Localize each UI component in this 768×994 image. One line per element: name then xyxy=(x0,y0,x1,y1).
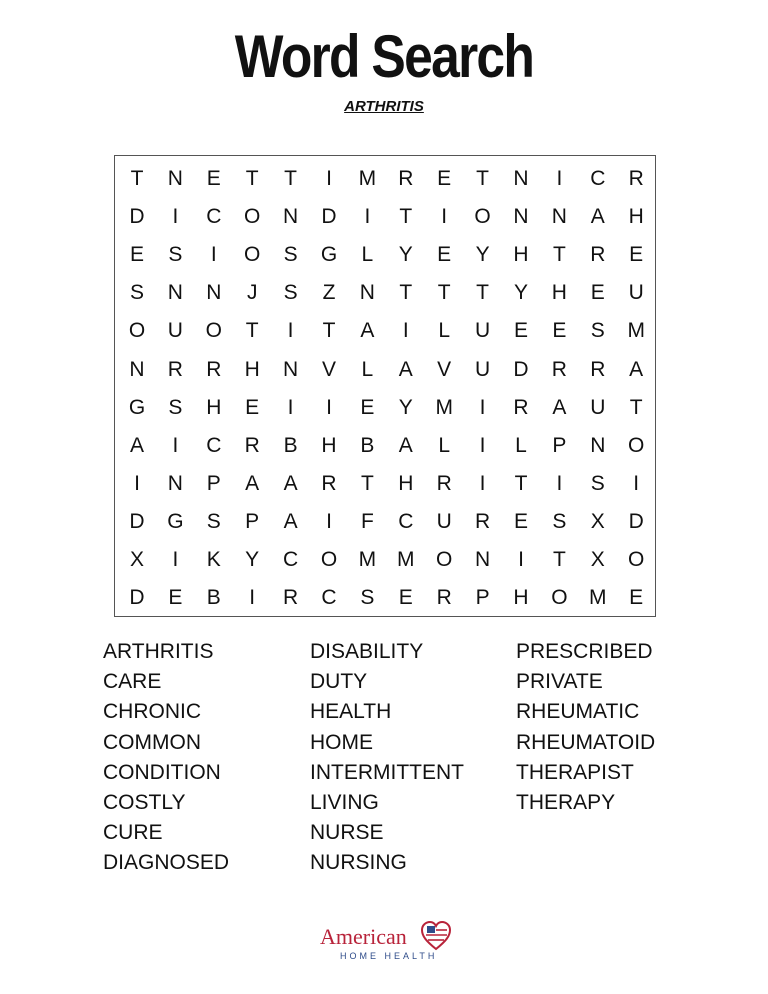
grid-row xyxy=(115,236,655,274)
word-list-item: DISABILITY xyxy=(310,640,424,663)
grid-letter: C xyxy=(206,433,222,457)
grid-letter: T xyxy=(476,167,489,190)
grid-letter: J xyxy=(246,281,258,305)
grid-letter: E xyxy=(245,395,260,419)
grid-letter: I xyxy=(172,433,179,457)
flag-heart-icon xyxy=(420,920,452,952)
grid-letter: E xyxy=(513,509,528,533)
grid-letter: S xyxy=(168,395,183,419)
grid-letter: T xyxy=(360,471,374,495)
grid-letter: S xyxy=(168,243,183,267)
grid-letter: H xyxy=(513,243,529,267)
grid-letter: N xyxy=(129,357,145,381)
grid-letter: R xyxy=(167,357,183,381)
word-list-item: CONDITION xyxy=(103,760,221,784)
grid-letter: R xyxy=(283,586,299,610)
grid-letter: V xyxy=(437,357,452,381)
word-list-item: CARE xyxy=(103,670,162,694)
grid-letter: I xyxy=(441,205,448,229)
word-list-item: HOME xyxy=(310,730,373,754)
grid-letter: X xyxy=(129,548,144,571)
word-list-item: RHEUMATIC xyxy=(516,700,640,724)
letter-grid xyxy=(114,155,656,617)
word-list-item: COMMON xyxy=(103,730,201,754)
grid-letter: E xyxy=(590,281,605,305)
grid-letter: P xyxy=(475,586,490,610)
grid-letter: X xyxy=(590,509,605,533)
grid-letter: U xyxy=(475,357,491,381)
grid-letter: E xyxy=(437,243,452,267)
grid-letter: A xyxy=(398,433,413,457)
grid-letter: E xyxy=(360,395,375,419)
logo-wordmark: American xyxy=(320,924,407,949)
grid-letter: E xyxy=(129,243,144,267)
grid-letter: C xyxy=(206,205,222,229)
grid-letter: I xyxy=(134,471,140,495)
grid-letter: R xyxy=(244,433,260,457)
grid-letter: N xyxy=(283,357,299,381)
grid-letter: T xyxy=(399,281,413,305)
grid-letter: O xyxy=(320,548,338,571)
grid-letter: N xyxy=(167,471,183,495)
grid-letter: T xyxy=(399,205,413,229)
grid-letter: R xyxy=(513,395,529,419)
grid-letter: D xyxy=(129,509,145,533)
grid-letter: H xyxy=(551,281,567,305)
grid-letter: M xyxy=(589,586,607,610)
grid-letter: T xyxy=(476,281,489,305)
grid-letter: A xyxy=(245,471,260,495)
grid-letter: D xyxy=(321,205,337,229)
grid-letter: B xyxy=(283,433,298,457)
grid-letter: Y xyxy=(398,243,413,267)
grid-letter: I xyxy=(556,167,563,190)
grid-letter: U xyxy=(475,319,491,343)
grid-letter: H xyxy=(398,471,414,495)
grid-letter: E xyxy=(629,586,644,610)
word-list-item: LIVING xyxy=(310,790,379,814)
grid-letter: Y xyxy=(475,243,490,267)
grid-letter: L xyxy=(515,433,527,457)
grid-letter: D xyxy=(513,357,529,381)
grid-row xyxy=(115,579,655,617)
grid-letter: M xyxy=(435,395,453,419)
grid-letter: R xyxy=(475,509,491,533)
grid-letter: T xyxy=(245,319,259,343)
grid-letter: O xyxy=(244,243,261,267)
word-list-item: ARTHRITIS xyxy=(103,640,214,663)
grid-letter: D xyxy=(129,586,145,610)
word-list-item: PRIVATE xyxy=(516,670,603,694)
page-title: Word Search xyxy=(234,23,534,90)
grid-letter: O xyxy=(628,548,645,571)
grid-letter: H xyxy=(321,433,337,457)
grid-letter: R xyxy=(628,167,644,190)
word-list-column-2 xyxy=(310,637,464,879)
grid-letter: T xyxy=(629,395,643,419)
grid-row xyxy=(115,198,655,236)
grid-letter: R xyxy=(321,471,337,495)
grid-letter: E xyxy=(513,319,528,343)
grid-letter: N xyxy=(359,281,375,305)
grid-row xyxy=(115,427,655,465)
grid-letter: T xyxy=(245,167,259,190)
grid-letter: B xyxy=(206,586,221,610)
grid-letter: N xyxy=(513,167,529,190)
word-list-item: THERAPY xyxy=(516,790,616,814)
grid-letter: T xyxy=(552,243,566,267)
grid-letter: C xyxy=(590,167,606,190)
grid-row xyxy=(115,351,655,389)
grid-row xyxy=(115,312,655,350)
grid-letter: I xyxy=(479,471,486,495)
word-list-item: THERAPIST xyxy=(516,760,634,784)
grid-letter: I xyxy=(287,395,294,419)
grid-letter: I xyxy=(479,395,486,419)
grid-letter: E xyxy=(168,586,183,610)
word-list-column-1 xyxy=(103,637,229,879)
grid-letter: L xyxy=(438,433,451,457)
grid-letter: N xyxy=(590,433,606,457)
grid-letter: T xyxy=(322,319,336,343)
grid-letter: N xyxy=(167,167,183,190)
grid-letter: T xyxy=(552,548,566,571)
grid-letter: T xyxy=(437,281,451,305)
grid-letter: U xyxy=(590,395,606,419)
word-list-item: INTERMITTENT xyxy=(310,760,464,784)
grid-letter: O xyxy=(244,205,261,229)
grid-letter: A xyxy=(283,471,298,495)
grid-letter: H xyxy=(244,357,260,381)
grid-letter: I xyxy=(249,586,256,610)
grid-letter: A xyxy=(283,509,298,533)
grid-letter: O xyxy=(436,548,453,571)
grid-letter: B xyxy=(360,433,375,457)
grid-letter: R xyxy=(206,357,222,381)
grid-letter: A xyxy=(360,319,375,343)
word-list-item: RHEUMATOID xyxy=(516,730,656,754)
word-list-item: DUTY xyxy=(310,670,368,694)
grid-letter: I xyxy=(402,319,409,343)
grid-letter: N xyxy=(167,281,183,305)
grid-letter: O xyxy=(474,205,491,229)
grid-letter: N xyxy=(206,281,222,305)
grid-letter: D xyxy=(628,509,644,533)
grid-letter: C xyxy=(398,509,414,533)
grid-letter: E xyxy=(398,586,413,610)
grid-letter: O xyxy=(628,433,645,457)
grid-letter: U xyxy=(628,281,644,305)
grid-letter: I xyxy=(518,548,524,571)
grid-letter: O xyxy=(551,586,568,610)
grid-letter: R xyxy=(398,167,414,190)
grid-letter: C xyxy=(321,586,337,610)
grid-letter: O xyxy=(128,319,146,343)
grid-letter: M xyxy=(627,319,645,343)
grid-letter: A xyxy=(629,357,644,381)
word-list-item: CHRONIC xyxy=(103,700,201,724)
grid-letter: Z xyxy=(322,281,336,305)
grid-letter: Y xyxy=(245,548,260,571)
grid-letter: I xyxy=(287,319,294,343)
word-list-item: CURE xyxy=(103,821,163,845)
grid-letter: S xyxy=(206,509,221,533)
grid-letter: V xyxy=(321,357,336,381)
grid-letter: T xyxy=(284,167,297,190)
grid-letter: A xyxy=(398,357,413,381)
grid-letter: P xyxy=(245,509,260,533)
grid-letter: N xyxy=(475,548,491,571)
grid-letter: L xyxy=(361,357,374,381)
puzzle-topic: ARTHRITIS xyxy=(344,98,424,115)
grid-letter: D xyxy=(129,205,145,229)
grid-row xyxy=(115,389,655,427)
grid-letter: G xyxy=(167,509,184,533)
grid-letter: I xyxy=(172,205,179,229)
grid-letter: I xyxy=(556,471,563,495)
grid-letter: A xyxy=(552,395,567,419)
grid-letter: T xyxy=(130,167,144,190)
grid-letter: U xyxy=(167,319,183,343)
grid-letter: A xyxy=(129,433,144,457)
grid-letter: T xyxy=(514,471,528,495)
grid-letter: R xyxy=(436,586,452,610)
grid-letter: S xyxy=(552,509,567,533)
grid-letter: Y xyxy=(513,281,528,305)
grid-letter: F xyxy=(360,509,374,533)
grid-row xyxy=(115,274,655,312)
grid-letter: R xyxy=(436,471,452,495)
grid-letter: S xyxy=(590,319,605,343)
grid-letter: I xyxy=(633,471,640,495)
word-list-item: NURSING xyxy=(310,851,407,875)
grid-letter: Y xyxy=(398,395,413,419)
grid-row xyxy=(115,541,655,579)
grid-letter: G xyxy=(320,243,338,267)
grid-letter: R xyxy=(590,357,606,381)
grid-row xyxy=(115,465,655,503)
grid-letter: S xyxy=(129,281,144,305)
grid-letter: N xyxy=(551,205,567,229)
american-home-health-logo xyxy=(320,918,454,966)
grid-letter: A xyxy=(590,205,605,229)
grid-letter: E xyxy=(206,167,221,190)
grid-letter: R xyxy=(551,357,567,381)
grid-letter: H xyxy=(628,205,644,229)
grid-letter: I xyxy=(479,433,486,457)
grid-letter: M xyxy=(358,167,377,190)
grid-letter: K xyxy=(206,548,221,571)
grid-letter: M xyxy=(397,548,415,571)
grid-letter: I xyxy=(326,509,332,533)
grid-letter: I xyxy=(210,243,217,267)
grid-letter: N xyxy=(283,205,299,229)
logo-tagline: HOME HEALTH xyxy=(340,951,438,961)
grid-letter: S xyxy=(283,281,298,305)
word-list-item: COSTLY xyxy=(103,790,186,814)
grid-letter: M xyxy=(358,548,377,571)
word-list-item: PRESCRIBED xyxy=(516,640,653,663)
grid-letter: R xyxy=(590,243,606,267)
grid-letter: E xyxy=(629,243,644,267)
grid-letter: I xyxy=(326,167,332,190)
grid-letter: N xyxy=(513,205,529,229)
grid-letter: C xyxy=(283,548,299,571)
grid-letter: P xyxy=(552,433,567,457)
word-list-item: NURSE xyxy=(310,821,384,845)
word-list-item: DIAGNOSED xyxy=(103,851,230,875)
grid-letter: I xyxy=(364,205,371,229)
grid-letter: X xyxy=(590,548,605,571)
grid-row xyxy=(115,160,655,198)
grid-letter: E xyxy=(552,319,567,343)
word-list-item: HEALTH xyxy=(310,700,392,724)
grid-letter: L xyxy=(361,243,374,267)
grid-letter: H xyxy=(206,395,222,419)
grid-letter: O xyxy=(205,319,222,343)
grid-letter: I xyxy=(172,548,179,571)
grid-letter: G xyxy=(128,395,146,419)
grid-letter: S xyxy=(590,471,605,495)
grid-letter: S xyxy=(360,586,375,610)
grid-row xyxy=(115,503,655,541)
grid-letter: I xyxy=(326,395,332,419)
grid-letter: P xyxy=(206,471,221,495)
word-list-column-3 xyxy=(516,637,655,818)
grid-letter: E xyxy=(437,167,452,190)
grid-letter: S xyxy=(283,243,298,267)
grid-letter: L xyxy=(438,319,451,343)
grid-letter: U xyxy=(436,509,452,533)
grid-letter: H xyxy=(513,586,529,610)
